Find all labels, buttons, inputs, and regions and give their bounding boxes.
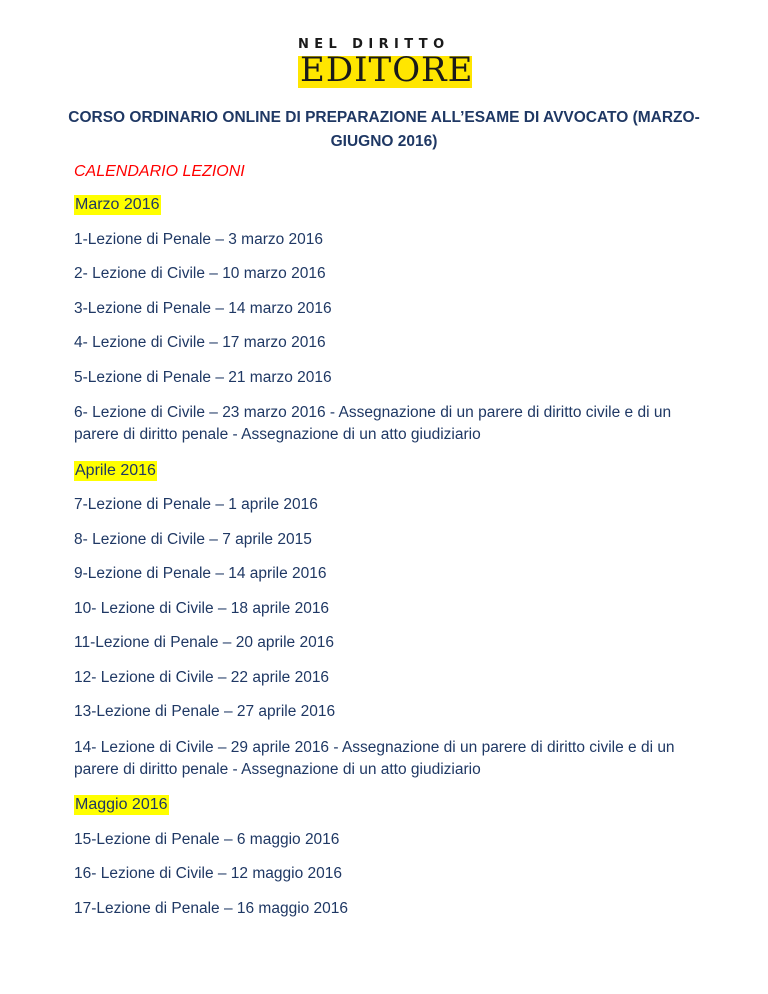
lesson-item: 8- Lezione di Civile – 7 aprile 2015 xyxy=(74,530,312,548)
logo-bottom-text: EDITORE xyxy=(300,50,474,90)
month-heading-wrap xyxy=(74,195,704,215)
month-heading-wrap xyxy=(74,795,704,815)
document-title: CORSO ORDINARIO ONLINE DI PREPARAZIONE ALL’ESAME DI AVVOCATO (MARZO-GIUGNO 2016) xyxy=(68,109,700,150)
lesson-item: 3-Lezione di Penale – 14 marzo 2016 xyxy=(74,299,332,317)
month-heading-wrap xyxy=(74,461,704,481)
lesson-item: 13-Lezione di Penale – 27 aprile 2016 xyxy=(74,703,336,720)
month-heading: Maggio 2016 xyxy=(75,796,168,813)
lesson-item: 10- Lezione di Civile – 18 aprile 2016 xyxy=(74,599,330,617)
lesson-item: 5-Lezione di Penale – 21 marzo 2016 xyxy=(74,368,332,386)
lesson-item: 7-Lezione di Penale – 1 aprile 2016 xyxy=(74,496,318,513)
logo-top-text: NEL DIRITTO xyxy=(298,37,450,52)
lesson-item: 12- Lezione di Civile – 22 aprile 2016 xyxy=(74,668,330,686)
lesson-item: 2- Lezione di Civile – 10 marzo 2016 xyxy=(74,265,326,282)
lesson-item: 14- Lezione di Civile – 29 aprile 2016 - Assegnazione di un parere di diritto civile e di un parere di diritto penale - Assegnazione di un atto giudiziario xyxy=(74,738,675,778)
lesson-item: 4- Lezione di Civile – 17 marzo 2016 xyxy=(74,334,326,351)
lesson-item: 6- Lezione di Civile – 23 marzo 2016 - Assegnazione di un parere di diritto civile e di un parere di diritto penale - Assegnazione di un atto giudiziario xyxy=(74,404,672,443)
publisher-logo xyxy=(298,38,472,88)
lesson-item: 17-Lezione di Penale – 16 maggio 2016 xyxy=(74,899,349,917)
lesson-item: 11-Lezione di Penale – 20 aprile 2016 xyxy=(74,634,334,651)
lesson-item: 1-Lezione di Penale – 3 marzo 2016 xyxy=(74,230,324,248)
month-heading: Aprile 2016 xyxy=(75,461,156,479)
lesson-item: 16- Lezione di Civile – 12 maggio 2016 xyxy=(74,865,342,882)
month-heading: Marzo 2016 xyxy=(75,196,160,213)
lesson-item: 15-Lezione di Penale – 6 maggio 2016 xyxy=(74,830,340,848)
lesson-calendar xyxy=(74,195,704,933)
lesson-item: 9-Lezione di Penale – 14 aprile 2016 xyxy=(74,565,327,582)
section-title: CALENDARIO LEZIONI xyxy=(74,163,245,180)
